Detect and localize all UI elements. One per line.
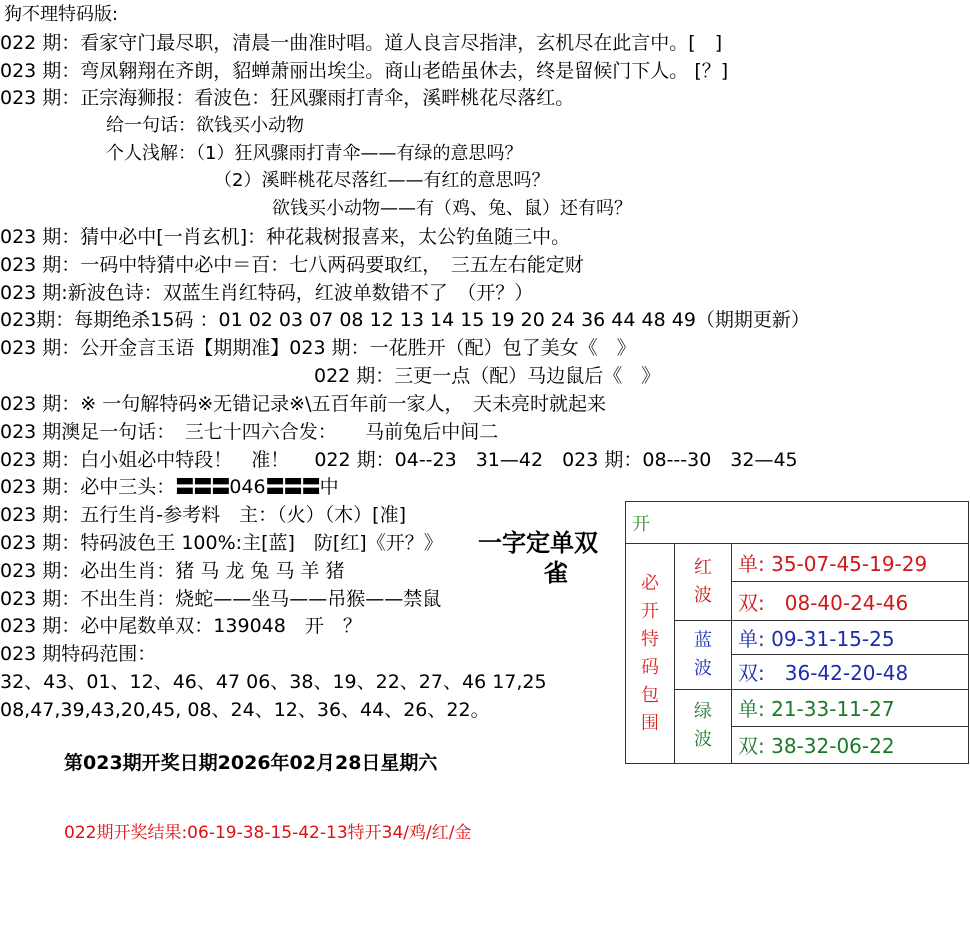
line-three-heads bbox=[0, 476, 339, 498]
line-opinion-2: （2）溪畔桃花尽落红——有红的意思吗？ bbox=[214, 170, 550, 191]
line-022-riddle: 022 期：看家守门最尽职，清晨一曲准时唱。道人良言尽指津，玄机尽在此言中。[ ] bbox=[0, 32, 723, 54]
line-white-lady: 023 期：白小姐必中特段！ 准！ 022 期：04--23 31—42 023 期：08---30 32—45 bbox=[0, 449, 798, 471]
bars-right: 〓〓〓 bbox=[265, 476, 320, 498]
blue-double: 双: 36-42-20-48 bbox=[732, 654, 969, 689]
line-sea-lion: 023 期：正宗海狮报：看波色：狂风骤雨打青伞，溪畔桃花尽落红。 bbox=[0, 87, 575, 109]
line-opinion-3: 欲钱买小动物——有（鸡、兔、鼠）还有吗？ bbox=[272, 198, 632, 219]
line-wave-poem: 023 期:新波色诗：双蓝生肖红特码，红波单数错不了 （开？） bbox=[0, 282, 534, 304]
blue-wave-label: 蓝 波 bbox=[675, 620, 732, 689]
line-tail-numbers: 023 期：必中尾数单双：139048 开 ？ bbox=[0, 615, 362, 637]
side-note-line2: 雀 bbox=[544, 559, 568, 587]
red-single: 单: 35-07-45-19-29 bbox=[732, 544, 969, 582]
line-range-1: 32、43、01、12、46、47 06、38、19、22、27、46 17,25 bbox=[0, 671, 547, 693]
line-golden-words: 023 期：公开金言玉语【期期准】023 期：一花胜开（配）包了美女《 》 bbox=[0, 337, 636, 359]
line-range-label: 023 期特码范围： bbox=[0, 643, 157, 665]
three-heads-suffix: 中 bbox=[319, 476, 339, 498]
line-kill-15: 023期：每期绝杀15码 ：01 02 03 07 08 12 13 14 15 19 20 24 36 44 48 49（期期更新） bbox=[0, 309, 810, 331]
line-must-zodiac: 023 期：必出生肖：猪 马 龙 兔 马 羊 猪 bbox=[0, 560, 345, 582]
line-022-horse: 022 期：三更一点（配）马边鼠后《 》 bbox=[314, 365, 661, 387]
line-wave-king: 023 期：特码波色王 100%:主[蓝] 防[红]《开？》 bbox=[0, 532, 443, 554]
previous-result: 022期开奖结果:06-19-38-15-42-13特开34/鸡/红/金 bbox=[64, 823, 472, 843]
green-wave-label: 绿 波 bbox=[675, 689, 732, 763]
red-wave-label: 红 波 bbox=[675, 544, 732, 620]
blue-single: 单: 09-31-15-25 bbox=[732, 620, 969, 654]
line-opinion-1: 个人浅解：（1）狂风骤雨打青伞——有绿的意思吗？ bbox=[106, 143, 523, 164]
side-note-line1: 一字定单双 bbox=[478, 529, 598, 557]
green-double: 双: 38-32-06-22 bbox=[732, 726, 969, 763]
line-one-sentence: 023 期：※ 一句解特码※无错记录※\五百年前一家人， 天未亮时就起来 bbox=[0, 393, 607, 415]
three-heads-value: 046 bbox=[229, 476, 266, 498]
line-range-2: 08,47,39,43,20,45, 08、24、12、36、44、26、22。 bbox=[0, 699, 490, 721]
line-zodiac-mystery: 023 期：猜中必中[一肖玄机]：种花栽树报喜来，太公钓鱼随三中。 bbox=[0, 226, 571, 248]
line-no-zodiac: 023 期：不出生肖：烧蛇——坐马——吊猴——禁鼠 bbox=[0, 588, 442, 610]
wave-panel bbox=[625, 501, 969, 764]
line-023-riddle: 023 期：弯凤翱翔在齐朗，貂蝉萧丽出埃尘。商山老皓虽休去，终是留候门下人。 [？] bbox=[0, 60, 729, 82]
three-heads-label: 023 期：必中三头： bbox=[0, 476, 176, 498]
line-macau: 023 期澳足一句话： 三七十四六合发： 马前兔后中间二 bbox=[0, 421, 499, 443]
bars-left: 〓〓〓 bbox=[175, 476, 230, 498]
panel-header: 开 bbox=[626, 502, 969, 544]
line-hint: 给一句话：欲钱买小动物 bbox=[106, 115, 304, 136]
page-title: 狗不理特码版: bbox=[4, 4, 119, 25]
side-note bbox=[478, 528, 598, 588]
line-five-elements: 023 期：五行生肖-参考料 主：（火）（木）[准] bbox=[0, 504, 406, 526]
green-single: 单: 21-33-11-27 bbox=[732, 689, 969, 726]
panel-vertical-label: 必 开 特 码 包 围 bbox=[626, 544, 675, 764]
line-one-code: 023 期：一码中特猜中必中＝百：七八两码要取红， 三五左右能定财 bbox=[0, 254, 584, 276]
draw-date: 第023期开奖日期2026年02月28日星期六 bbox=[64, 752, 438, 774]
red-double: 双: 08-40-24-46 bbox=[732, 582, 969, 620]
